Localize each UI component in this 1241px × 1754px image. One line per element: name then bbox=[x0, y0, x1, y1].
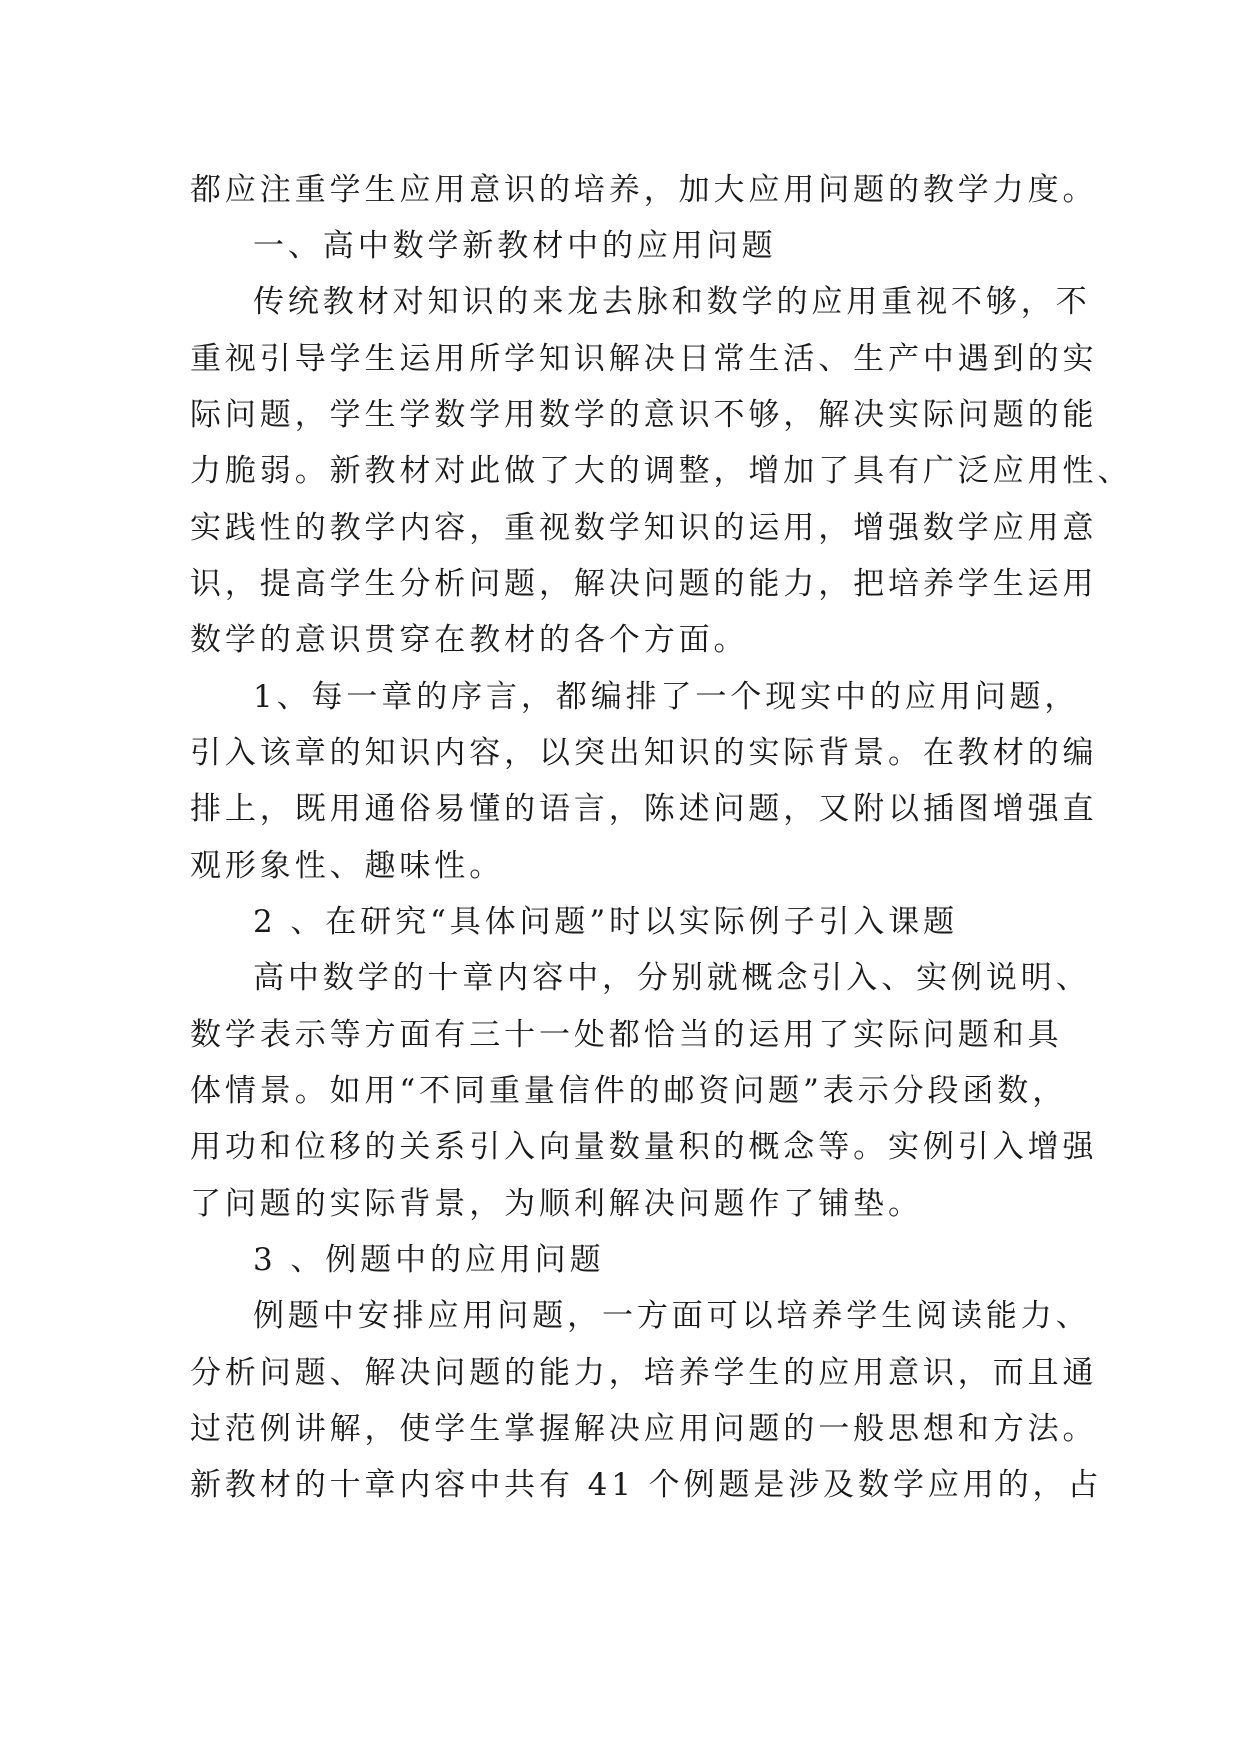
text-line: 了问题的实际背景，为顺利解决问题作了铺垫。 bbox=[190, 1186, 923, 1222]
text-line: 新教材的十章内容中共有 41 个例题是涉及数学应用的，占 bbox=[190, 1467, 1103, 1503]
text-line: 观形象性、趣味性。 bbox=[190, 848, 505, 884]
text-line: 传统教材对知识的来龙去脉和数学的应用重视不够，不 bbox=[253, 284, 1091, 320]
text-line: 例题中安排应用问题，一方面可以培养学生阅读能力、 bbox=[253, 1298, 1091, 1334]
text-line: 高中数学的十章内容中，分别就概念引入、实例说明、 bbox=[253, 960, 1091, 996]
text-line: 力脆弱。新教材对此做了大的调整，增加了具有广泛应用性、 bbox=[190, 453, 1133, 489]
text-line: 数学的意识贯穿在教材的各个方面。 bbox=[190, 622, 749, 658]
text-line: 数学表示等方面有三十一处都恰当的运用了实际问题和具 bbox=[190, 1017, 1063, 1053]
text-line: 际问题，学生学数学用数学的意识不够，解决实际问题的能 bbox=[190, 397, 1098, 433]
list-item-heading: 3 、例题中的应用问题 bbox=[253, 1242, 605, 1278]
text-line: 引入该章的知识内容，以突出知识的实际背景。在教材的编 bbox=[190, 735, 1098, 771]
list-item-heading: 1、每一章的序言，都编排了一个现实中的应用问题， bbox=[253, 679, 1080, 715]
text-line: 用功和位移的关系引入向量数量积的概念等。实例引入增强 bbox=[190, 1129, 1098, 1165]
text-line: 分析问题、解决问题的能力，培养学生的应用意识，而且通 bbox=[190, 1355, 1098, 1391]
text-line: 都应注重学生应用意识的培养，加大应用问题的教学力度。 bbox=[190, 172, 1098, 208]
text-line: 实践性的教学内容，重视数学知识的运用，增强数学应用意 bbox=[190, 510, 1098, 546]
section-heading: 一、高中数学新教材中的应用问题 bbox=[253, 228, 777, 264]
text-line: 体情景。如用“不同重量信件的邮资问题”表示分段函数， bbox=[190, 1073, 1068, 1109]
text-line: 识，提高学生分析问题，解决问题的能力，把培养学生运用 bbox=[190, 566, 1098, 602]
list-item-heading: 2 、在研究“具体问题”时以实际例子引入课题 bbox=[253, 904, 959, 940]
text-line: 重视引导学生运用所学知识解决日常生活、生产中遇到的实 bbox=[190, 341, 1098, 377]
text-line: 过范例讲解，使学生掌握解决应用问题的一般思想和方法。 bbox=[190, 1411, 1098, 1447]
text-line: 排上，既用通俗易懂的语言，陈述问题，又附以插图增强直 bbox=[190, 791, 1098, 827]
